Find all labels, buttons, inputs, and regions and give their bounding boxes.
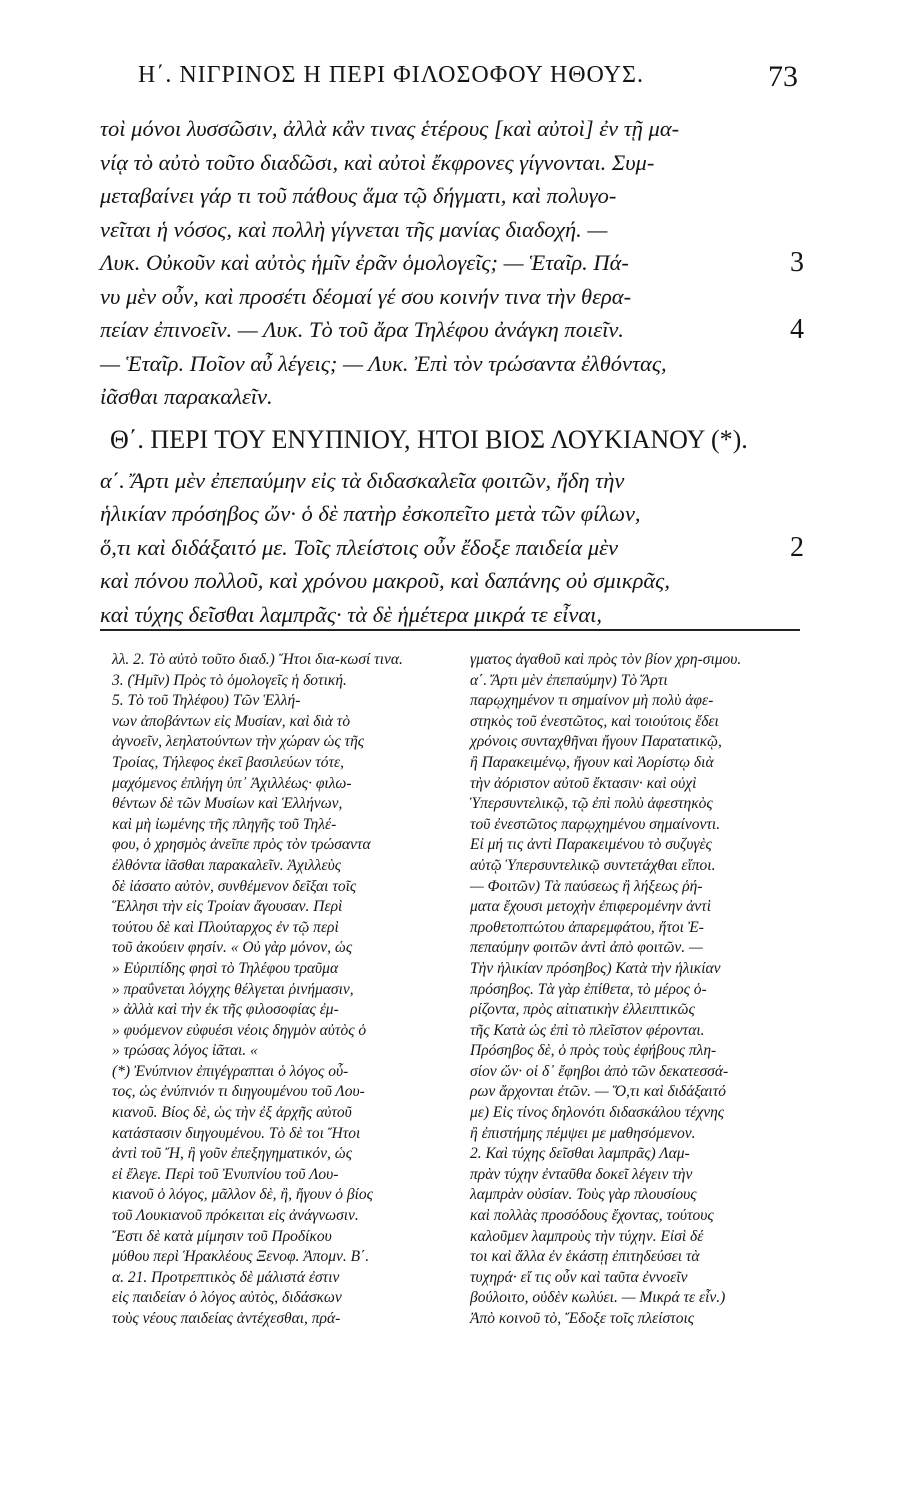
section-heading: Θ΄. ΠΕΡΙ ΤΟΥ ΕΝΥΠΝΙΟΥ, ΗΤΟΙ ΒΙΟΣ ΛΟΥΚΙΑΝΟΥ (*). [110, 424, 748, 454]
footnote-line: Ἕλλησι τὴν εἰς Τροίαν ἄγουσαν. Περὶ [112, 898, 343, 916]
footnote-line: βούλοιτο, οὐδὲν κωλύει. — Μικρά τε εἶν.) [470, 1289, 726, 1307]
footnote-line: » πραΰνεται λόγχης θέλγεται ῥινήμασιν, [112, 980, 354, 998]
footnote-line: γματος ἀγαθοῦ καὶ πρὸς τὸν βίον χρη- [470, 651, 703, 668]
running-title: Η΄. ΝΙΓΡΙΝΟΣ Η ΠΕΡΙ ΦΙΛΟΣΟΦΟΥ ΗΘΟΥΣ. [138, 62, 644, 88]
footnote-line: δὲ ἰάσατο αὐτὸν, συνθέμενον δεῖξαι τοῖς [112, 877, 357, 895]
footnote-line: κιανοῦ. Βίος δὲ, ὡς τὴν ἐξ ἀρχῆς αὐτοῦ [112, 1104, 352, 1122]
line-text: νίᾳ τὸ αὐτὸ τοῦτο διαδῶσι, καὶ αὐτοὶ ἔκφρονες γίγνονται. Συμ- [100, 149, 655, 175]
main-text-lower [100, 464, 804, 632]
margin-section-number: 2 [790, 531, 804, 563]
margin-section-number: 4 [790, 314, 804, 345]
page-number: 73 [768, 60, 798, 93]
footnote-line: 3. (Ἡμῖν) Πρὸς τὸ ὁμολογεῖς ἡ δοτική. [112, 671, 347, 689]
footnote-line: μαχόμενος ἐπλήγη ὑπ᾽ Ἀχιλλέως· φιλω- [112, 774, 352, 792]
footnote-line: — Φοιτῶν) Τὰ παύσεως ἢ λήξεως ῥή- [470, 877, 703, 895]
footnote-line: χρόνοις συνταχθῆναι ἤγουν Παρατατικῷ, [470, 733, 722, 751]
footnote-line: τῆς Κατὰ ὡς ἐπὶ τὸ πλεῖστον φέρονται. [470, 1021, 705, 1039]
footnote-line: Ὑπερσυντελικῷ, τῷ ἐπὶ πολὺ ἀφεστηκὸς [470, 795, 713, 813]
line-text: τοὶ μόνοι λυσσῶσιν, ἀλλὰ κἂν τινας ἑτέρους [καὶ αὐτοὶ] ἐν τῇ μα- [100, 116, 680, 141]
footnote-line: θέντων δὲ τῶν Μυσίων καὶ Ἑλλήνων, [112, 795, 343, 813]
footnote-line: ἢ Παρακειμένῳ, ἤγουν καὶ Ἀορίστῳ διὰ [470, 753, 714, 771]
footnote-line: παρῳχημένον τι σημαίνον μὴ πολὺ ἀφε- [470, 692, 714, 710]
footnotes-right-column [470, 650, 810, 1330]
footnote-line: 5. Τὸ τοῦ Τηλέφου) Τῶν Ἑλλή- [112, 692, 301, 710]
footnote-line: πεπαύμην φοιτῶν ἀντὶ ἀπὸ φοιτῶν. — [470, 939, 703, 957]
footnote-line: ματα ἔχουσι μετοχὴν ἐπιφερομένην ἀντὶ [470, 898, 712, 916]
line-text: πείαν ἐπινοεῖν. — Λυκ. Τὸ τοῦ ἄρα Τηλέφου ἀνάγκη ποιεῖν. [100, 317, 624, 342]
text-line [100, 598, 790, 632]
line-text: καὶ πόνου πολλοῦ, καὶ χρόνου μακροῦ, καὶ δαπάνης οὐ σμικρᾶς, [100, 568, 670, 593]
margin-section-number: 3 [790, 247, 804, 278]
footnote-line: α. 21. Προτρεπτικὸς δὲ μάλιστά ἐστιν [112, 1268, 340, 1286]
footnote-line: ἢ ἐπιστήμης πέμψει με μαθησόμενον. [470, 1124, 696, 1142]
footnote-line: » φυόμενον εὐφυέσι νέοις δηγμὸν αὐτὸς ὁ [112, 1021, 367, 1039]
footnote-line: τοῦ ἀκούειν φησίν. « Οὐ γὰρ μόνον, ὡς [112, 939, 353, 957]
footnote-line: αὐτῷ Ὑπερσυντελικῷ συντετάχθαι εἴποι. [470, 856, 716, 874]
text-line [100, 531, 804, 565]
text-line [100, 347, 790, 381]
footnote-line: ρίζοντα, πρὸς αἰτιατικὴν ἐλλειπτικῶς [470, 1001, 695, 1019]
footnote-line: τοῦ Λουκιανοῦ πρόκειται εἰς ἀνάγνωσιν. [112, 1207, 359, 1225]
text-line [100, 464, 790, 498]
footnote-line: λαμπρὰν οὐσίαν. Τοὺς γὰρ πλουσίους [470, 1186, 697, 1204]
line-text: μεταβαίνει γάρ τι τοῦ πάθους ἅμα τῷ δήγματι, καὶ πολυγο- [100, 183, 617, 208]
footnote-line: » ἀλλὰ καὶ τὴν ἐκ τῆς φιλοσοφίας ἐμ- [112, 1001, 339, 1019]
line-text: α΄. Ἄρτι μὲν ἐπεπαύμην εἰς τὰ διδασκαλεῖα φοιτῶν, ἤδη τὴν [100, 467, 625, 493]
text-line [100, 246, 804, 280]
footnote-line: (*) Ἐνύπνιον ἐπιγέγραπται ὁ λόγος οὗ- [112, 1062, 349, 1080]
text-line [100, 146, 790, 180]
footnote-line: εἰ ἔλεγε. Περὶ τοῦ Ἐνυπνίου τοῦ Λου- [112, 1165, 339, 1183]
footnote-line: φου, ὁ χρησμὸς ἀνεῖπε πρὸς τὸν τρώσαντα [112, 836, 371, 854]
footnote-line: με) Εἰς τίνος δηλονότι διδασκάλου τέχνης [470, 1104, 725, 1122]
text-line [100, 179, 790, 213]
footnote-line: πρόσηβος. Τὰ γὰρ ἐπίθετα, τὸ μέρος ὁ- [470, 980, 707, 998]
line-text: νυ μὲν οὖν, καὶ προσέτι δέομαί γέ σου κοινήν τινα τὴν θερα- [100, 283, 632, 309]
footnote-line: τυχηρά· εἴ τις οὖν καὶ ταῦτα ἐννοεῖν [470, 1268, 688, 1286]
text-line [100, 213, 790, 247]
footnote-line: τος, ὡς ἐνύπνιόν τι διηγουμένου τοῦ Λου- [112, 1083, 365, 1101]
footnote-line: τοὺς νέους παιδείας ἀντέχεσθαι, πρά- [112, 1310, 341, 1327]
footnote-line: α΄. Ἄρτι μὲν ἐπεπαύμην) Τὸ Ἄρτι [470, 671, 668, 689]
footnote-line: προθετοπτώτου ἀπαρεμφάτου, ἤτοι Ἐ- [470, 918, 704, 936]
footnote-line: Πρόσηβος δὲ, ὁ πρὸς τοὺς ἐφήβους πλη- [470, 1042, 717, 1060]
footnote-line: κιανοῦ ὁ λόγος, μᾶλλον δὲ, ἢ, ἤγουν ὁ βίος [112, 1186, 373, 1204]
line-text: ὅ,τι καὶ διδάξαιτό με. Τοῖς πλείστοις οὖν ἔδοξε παιδεία μὲν [100, 534, 619, 560]
footnote-line: τοι καὶ ἄλλα ἐν ἑκάστῃ ἐπιτηδεύσει τὰ [470, 1248, 700, 1266]
footnote-line: ἐλθόντα ἰᾶσθαι παρακαλεῖν. Ἀχιλλεὺς [112, 856, 341, 874]
line-text: Λυκ. Οὐκοῦν καὶ αὐτὸς ἡμῖν ἐρᾶν ὁμολογεῖς; — Ἑταῖρ. Πά- [100, 250, 629, 275]
footnote-line: Ἀπὸ κοινοῦ τὸ, Ἔδοξε τοῖς πλείστοις [470, 1310, 695, 1327]
main-text [100, 112, 804, 631]
footnote-line: τούτου δὲ καὶ Πλούταρχος ἐν τῷ περὶ [112, 918, 339, 936]
footnote-line: σίον ὤν· οἱ δ᾽ ἔφηβοι ἀπὸ τῶν δεκατεσσά- [470, 1062, 729, 1080]
footnote-line: μύθου περὶ Ἡρακλέους Ξενοφ. Ἀπομν. Β΄. [112, 1248, 370, 1266]
footnote-line: Τὴν ἡλικίαν πρόσηβος) Κατὰ τὴν ἡλικίαν [470, 959, 721, 977]
footnote-line: καλοῦμεν λαμπροὺς τὴν τύχην. Εἰσὶ δέ [470, 1227, 704, 1245]
footnote-line: καὶ πολλὰς προσόδους ἔχοντας, τούτους [470, 1207, 714, 1225]
footnote-line: Ἔστι δὲ κατὰ μίμησιν τοῦ Προδίκου [112, 1227, 332, 1245]
text-line [100, 380, 790, 414]
text-line [100, 497, 790, 531]
footnote-line: ρων ἄρχονται ἐτῶν. — Ὅ,τι καὶ διδάξαιτό [470, 1083, 726, 1101]
text-line [100, 112, 790, 146]
footnote-line: 2. Καὶ τύχης δεῖσθαι λαμπρᾶς) Λαμ- [470, 1145, 690, 1163]
text-line [100, 564, 790, 598]
footnote-line: καὶ μὴ ἰωμένης τῆς πληγῆς τοῦ Τηλέ- [112, 815, 337, 833]
line-text: ἡλικίαν πρόσηβος ὤν· ὁ δὲ πατὴρ ἐσκοπεῖτο μετὰ τῶν φίλων, [100, 501, 641, 526]
footnote-line: » Εὐριπίδης φησὶ τὸ Τηλέφου τραῦμα [112, 959, 339, 977]
main-text-upper [100, 112, 804, 414]
line-text: καὶ τύχης δεῖσθαι λαμπρᾶς· τὰ δὲ ἡμέτερα μικρά τε εἶναι, [100, 601, 603, 627]
footnotes-left-column [112, 650, 452, 1330]
footnote-line: στηκὸς τοῦ ἐνεστῶτος, καὶ τοιούτοις ἔδει [470, 712, 719, 730]
footnote-line: λλ. 2. Τὸ αὐτὸ τοῦτο διαδ.) Ἤτοι δια- [112, 651, 340, 668]
footnote-line: τοῦ ἐνεστῶτος παρῳχημένου σημαίνοντι. [470, 815, 721, 833]
line-text: — Ἑταῖρ. Ποῖον αὖ λέγεις; — Λυκ. Ἐπὶ τὸν τρώσαντα ἐλθόντας, [100, 350, 667, 376]
footnote-divider [100, 629, 800, 631]
footnote-line: νων ἀποβάντων εἰς Μυσίαν, καὶ διὰ τὸ [112, 712, 351, 730]
footnote-line: Τροίας, Τήλεφος ἐκεῖ βασιλεύων τότε, [112, 753, 345, 771]
footnote-line: εἰς παιδείαν ὁ λόγος αὐτὸς, διδάσκων [112, 1289, 342, 1307]
page-header [118, 62, 798, 102]
text-line [100, 313, 804, 347]
text-line [100, 280, 790, 314]
footnote-line: Εἰ μή τις ἀντὶ Παρακειμένου τὸ συζυγὲς [470, 836, 712, 854]
footnote-line: » τρώσας λόγος ἰᾶται. « [112, 1042, 258, 1060]
line-text: ἰᾶσθαι παρακαλεῖν. [100, 384, 273, 409]
footnote-line: τὴν ἀόριστον αὐτοῦ ἔκτασιν· καὶ οὐχὶ [470, 774, 697, 792]
line-text: νεῖται ἡ νόσος, καὶ πολλὴ γίγνεται τῆς μανίας διαδοχή. — [100, 216, 608, 242]
footnote-line: ἀντὶ τοῦ Ἤ, ἢ γοῦν ἐπεξηγηματικόν, ὡς [112, 1145, 352, 1163]
footnote-line: κωσί τινα. [339, 651, 403, 668]
footnote-line: πρὰν τύχην ἐνταῦθα δοκεῖ λέγειν τὴν [470, 1165, 693, 1183]
footnote-line: ἀγνοεῖν, λεηλατούντων τὴν χώραν ὡς τῆς [112, 733, 365, 751]
footnote-line: σιμου. [702, 651, 742, 668]
footnote-line: κατάστασιν διηγουμένου. Τὸ δὲ τοι Ἤτοι [112, 1124, 361, 1142]
